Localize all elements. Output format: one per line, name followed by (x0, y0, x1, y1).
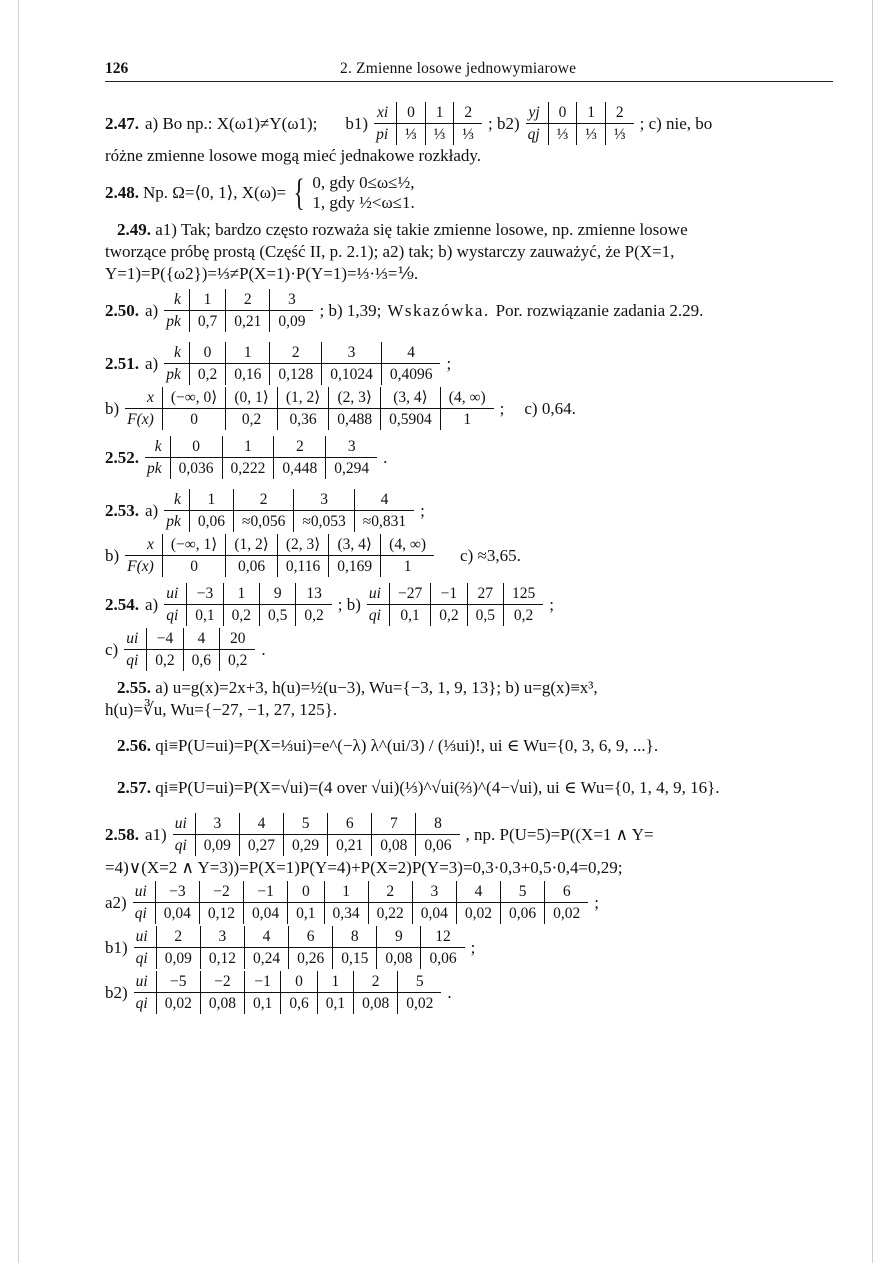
table-row-label: ui (133, 881, 156, 903)
answer-text: . (261, 639, 266, 659)
table-cell: 0,06 (501, 903, 545, 925)
running-header (105, 56, 833, 82)
table-cell: (−∞, 1⟩ (162, 534, 226, 556)
piecewise-cases (312, 173, 414, 213)
table-cell: 2 (156, 926, 200, 948)
distribution-table (164, 289, 313, 332)
running-title: 2. Zmienne losowe jednowymiarowe (340, 60, 577, 77)
table-cell: 1 (425, 102, 454, 124)
table-cell: 0 (281, 971, 317, 993)
table-cell: 0,09 (156, 948, 200, 970)
table-cell: 0,02 (156, 993, 200, 1015)
table-cell: 8 (416, 813, 460, 835)
brace-symbol: { (293, 172, 305, 214)
table-cell: ⅓ (397, 124, 426, 146)
table-cell: 0,26 (289, 948, 333, 970)
table-cell: 0,169 (329, 556, 381, 578)
table-cell: ≈0,056 (233, 511, 293, 533)
table-cell: 0,5 (260, 605, 296, 627)
table-cell: (2, 3⟩ (277, 534, 328, 556)
formula-text: qi≡P(U=ui)=P(X=⅓ui)=e^(−λ) λ^(ui/3) / (⅓ui)!, ui ∈ Wu={0, 3, 6, 9, ...}. (155, 736, 659, 755)
table-cell: 0,02 (398, 993, 442, 1015)
table-cell: 0,1 (187, 605, 223, 627)
part-label: a1) (145, 824, 167, 844)
table-cell: 0,29 (284, 835, 328, 857)
table-cell: 5 (398, 971, 442, 993)
table-cell: 2 (454, 102, 482, 124)
answer-text: h(u)=∛u, Wu={−27, −1, 27, 125}. (105, 700, 338, 719)
table-cell: (−∞, 0⟩ (162, 387, 226, 409)
table-cell: 0,08 (372, 835, 416, 857)
table-cell: 3 (294, 489, 354, 511)
answer-number: 2.52. (105, 447, 139, 467)
table-cell: 2 (226, 289, 270, 311)
table-cell: 4 (183, 628, 219, 650)
table-cell: 0,06 (416, 835, 460, 857)
table-row-label: yj (526, 102, 549, 124)
table-cell: 0,06 (189, 511, 233, 533)
table-cell: 12 (421, 926, 465, 948)
table-cell: 0,12 (199, 903, 243, 925)
part-label: b) (105, 398, 120, 418)
table-row-label: pk (166, 366, 181, 383)
table-cell: ≈0,053 (294, 511, 354, 533)
table-row-label: k (164, 289, 189, 311)
table-header-row (164, 289, 313, 311)
table-row-label: pk (166, 513, 181, 530)
table-cell: 0,06 (226, 556, 277, 578)
table-cell: 7 (372, 813, 416, 835)
answer-text: tworzące próbę prostą (Część II, p. 2.1); a2) tak; b) wystarczy zauważyć, że P(X=1, (105, 242, 675, 261)
table-header-row (134, 971, 442, 993)
distribution-table (133, 881, 589, 924)
table-header-row (145, 436, 377, 458)
distribution-table (145, 436, 377, 479)
answer-number: 2.53. (105, 500, 139, 520)
page-edge-left (18, 0, 19, 1263)
answer-number: 2.49. (117, 220, 151, 239)
answer-text: Y=1)=P({ω2})=⅓≠P(X=1)·P(Y=1)=⅓·⅓=⅑. (105, 264, 419, 283)
table-cell: 0,22 (368, 903, 412, 925)
table-row (125, 409, 493, 431)
table-cell: −1 (431, 583, 467, 605)
table-cell: 0 (162, 556, 226, 578)
table-header-row (125, 534, 434, 556)
table-cell: 0,116 (277, 556, 328, 578)
answer-2-51 (105, 342, 833, 430)
table-cell: 3 (326, 436, 377, 458)
table-cell: 0,036 (170, 458, 222, 480)
table-row-label: ui (173, 813, 196, 835)
table-cell: 0 (288, 881, 324, 903)
answer-2-50 (105, 289, 833, 332)
answer-text: a) Bo np.: X(ω1)≠Y(ω1); (145, 113, 318, 133)
answer-2-48 (105, 173, 833, 213)
table-cell: 1 (222, 436, 274, 458)
table-cell: 3 (195, 813, 239, 835)
table-cell: 3 (270, 289, 314, 311)
table-cell: 0,2 (431, 605, 467, 627)
table-cell: 0 (548, 102, 577, 124)
table-cell: 0,2 (296, 605, 332, 627)
table-cell: 0,1 (389, 605, 430, 627)
answer-text: ; (549, 594, 554, 614)
table-cell: ≈0,831 (354, 511, 414, 533)
distribution-table (164, 342, 440, 385)
table-cell: 0,16 (226, 364, 270, 386)
table-cell: 1 (324, 881, 368, 903)
answer-text: ; (446, 353, 452, 373)
table-header-row (367, 583, 543, 605)
distribution-table (164, 583, 332, 626)
table-row (526, 124, 634, 146)
table-cell: ⅓ (425, 124, 454, 146)
table-cell: 0,2 (503, 605, 543, 627)
table-cell: −3 (187, 583, 223, 605)
table-cell: 9 (377, 926, 421, 948)
answer-text: Np. Ω=⟨0, 1⟩, X(ω)= (143, 183, 287, 202)
table-row-label: k (164, 489, 189, 511)
table-row-label: ui (367, 583, 390, 605)
table-cell: 0,5 (467, 605, 503, 627)
table-header-row (173, 813, 460, 835)
table-header-row (164, 489, 414, 511)
table-row-label: qi (135, 995, 148, 1012)
table-cell: 4 (354, 489, 414, 511)
table-cell: −5 (156, 971, 200, 993)
table-cell: 125 (503, 583, 543, 605)
table-cell: 4 (456, 881, 500, 903)
table-cell: 0,09 (195, 835, 239, 857)
table-cell: −3 (155, 881, 199, 903)
table-header-row (125, 387, 493, 409)
table-cell: 2 (368, 881, 412, 903)
table-cell: (4, ∞) (381, 534, 434, 556)
table-row-label: ui (134, 971, 157, 993)
answer-text: Por. rozwiązanie zadania 2.29. (495, 300, 704, 320)
answer-2-53 (105, 489, 833, 577)
table-row (134, 993, 442, 1015)
table-cell: −2 (200, 971, 244, 993)
table-cell: 2 (274, 436, 326, 458)
answer-2-57 (105, 777, 833, 799)
part-label: a2) (105, 892, 127, 912)
table-header-row (133, 881, 589, 903)
table-cell: 0,04 (412, 903, 456, 925)
table-cell: 3 (412, 881, 456, 903)
table-cell: 0,6 (281, 993, 317, 1015)
answer-text: ; (499, 398, 505, 418)
table-cell: −4 (147, 628, 183, 650)
table-cell: (4, ∞) (440, 387, 493, 409)
answer-text: , np. P(U=5)=P((X=1 ∧ Y= (465, 824, 654, 844)
table-header-row (526, 102, 634, 124)
table-row-label: k (145, 436, 170, 458)
answer-2-52 (105, 436, 833, 479)
table-cell: 1 (189, 289, 225, 311)
table-cell: 2 (233, 489, 293, 511)
table-row-label: pk (166, 313, 181, 330)
answer-text: ; (594, 892, 600, 912)
table-cell: 0,128 (270, 364, 322, 386)
table-cell: 0,1 (244, 993, 280, 1015)
table-row-label: x (125, 534, 162, 556)
table-cell: 0,04 (155, 903, 199, 925)
page-number: 126 (105, 60, 129, 77)
table-cell: 1 (226, 342, 270, 364)
table-cell: 6 (328, 813, 372, 835)
table-cell: 0 (162, 409, 226, 431)
answer-number: 2.56. (117, 736, 151, 755)
table-row-label: ui (164, 583, 187, 605)
table-cell: ⅓ (454, 124, 482, 146)
table-cell: 5 (284, 813, 328, 835)
table-row (134, 948, 465, 970)
distribution-table (173, 813, 460, 856)
table-row (164, 311, 313, 333)
answer-text: a1) Tak; bardzo często rozważa się takie zmienne losowe, np. zmienne losowe (155, 220, 688, 239)
table-cell: 6 (289, 926, 333, 948)
table-cell: 2 (354, 971, 398, 993)
table-cell: (3, 4⟩ (381, 387, 441, 409)
distribution-table (134, 971, 442, 1014)
table-cell: 4 (239, 813, 283, 835)
table-row-label: x (125, 387, 162, 409)
answer-text: a) u=g(x)=2x+3, h(u)=½(u−3), Wu={−3, 1, 9, 13}; b) u=g(x)≡x³, (155, 678, 598, 697)
table-cell: 0,4096 (381, 364, 440, 386)
table-cell: 6 (545, 881, 589, 903)
table-cell: 0 (189, 342, 225, 364)
table-cell: 2 (270, 342, 322, 364)
table-cell: 0,7 (189, 311, 225, 333)
table-cell: (3, 4⟩ (329, 534, 381, 556)
answer-text: . (447, 982, 452, 1002)
answer-2-56 (105, 735, 833, 757)
table-row-label: qi (174, 837, 187, 854)
table-cell: 0,02 (545, 903, 589, 925)
table-cell: ⅓ (605, 124, 633, 146)
answer-text: ; b) 1,39; (319, 300, 382, 320)
distribution-table (526, 102, 634, 145)
table-row-label: qi (166, 607, 179, 624)
table-cell: (1, 2⟩ (226, 534, 277, 556)
table-cell: (1, 2⟩ (277, 387, 328, 409)
part-label: b2) (105, 982, 128, 1002)
table-row-label: ui (124, 628, 147, 650)
table-cell: 0,6 (183, 650, 219, 672)
answer-number: 2.57. (117, 778, 151, 797)
distribution-table (164, 489, 414, 532)
table-cell: 4 (381, 342, 440, 364)
table-row-label: qj (527, 126, 540, 143)
table-row (374, 124, 482, 146)
cdf-table (125, 534, 434, 577)
table-row (173, 835, 460, 857)
table-cell: 0,02 (456, 903, 500, 925)
table-cell: 0,5904 (381, 409, 441, 431)
case-line: 1, gdy ½<ω≤1. (312, 193, 415, 212)
answer-number: 2.48. (105, 183, 139, 202)
table-row-label: k (164, 342, 189, 364)
part-label: a) (145, 594, 159, 614)
table-cell: 3 (322, 342, 382, 364)
table-cell: 0,2 (220, 650, 256, 672)
table-cell: 0,06 (421, 948, 465, 970)
table-row-label: qi (134, 905, 147, 922)
table-cell: 0,15 (333, 948, 377, 970)
table-row-label: qi (368, 607, 381, 624)
table-header-row (164, 583, 332, 605)
part-label: a) (145, 500, 159, 520)
distribution-table (374, 102, 482, 145)
table-cell: 0,08 (354, 993, 398, 1015)
table-cell: 0,2 (189, 364, 225, 386)
table-row (164, 364, 440, 386)
answer-text: ; (420, 500, 425, 520)
answer-number: 2.51. (105, 353, 139, 373)
table-cell: 1 (440, 409, 493, 431)
table-cell: 0,1 (288, 903, 324, 925)
part-label: a) (145, 300, 159, 320)
cdf-table (125, 387, 493, 430)
table-cell: 0,448 (274, 458, 326, 480)
distribution-table (124, 628, 255, 671)
table-row-label: pk (147, 460, 162, 477)
table-cell: 0,09 (270, 311, 314, 333)
answer-number: 2.50. (105, 300, 139, 320)
answer-text: . (383, 447, 388, 467)
page-edge-right (872, 0, 873, 1263)
table-row (124, 650, 255, 672)
table-cell: 1 (577, 102, 606, 124)
table-cell: 0,21 (226, 311, 270, 333)
table-cell: 0,36 (277, 409, 328, 431)
table-cell: 0,488 (329, 409, 381, 431)
answer-2-54 (105, 583, 833, 671)
table-row-label: xi (374, 102, 397, 124)
table-cell: 5 (501, 881, 545, 903)
table-cell: 8 (333, 926, 377, 948)
answer-2-58 (105, 813, 833, 1014)
part-label: ; b2) (488, 113, 520, 133)
part-label: ; b) (337, 594, 361, 614)
answer-text: różne zmienne losowe mogą mieć jednakowe rozkłady. (105, 146, 482, 165)
part-label: b) (105, 545, 120, 565)
table-row (164, 605, 332, 627)
table-cell: 3 (200, 926, 244, 948)
answer-text: c) ≈3,65. (460, 545, 521, 565)
answer-text: ; (470, 937, 476, 957)
part-label: a) (145, 353, 159, 373)
table-cell: 0,2 (226, 409, 277, 431)
table-cell: 0 (397, 102, 426, 124)
table-cell: 0,12 (200, 948, 244, 970)
table-cell: ⅓ (548, 124, 577, 146)
table-cell: 1 (223, 583, 259, 605)
answer-number: 2.55. (117, 678, 151, 697)
table-row-label: F(x) (127, 558, 154, 575)
table-row (133, 903, 589, 925)
table-cell: 27 (467, 583, 503, 605)
hint-label: Wskazówka. (387, 300, 490, 320)
table-cell: 0 (170, 436, 222, 458)
table-cell: 0,27 (239, 835, 283, 857)
table-row (367, 605, 543, 627)
table-row-label: qi (126, 652, 139, 669)
table-cell: 0,08 (377, 948, 421, 970)
table-cell: 1 (381, 556, 434, 578)
table-row-label: F(x) (127, 411, 154, 428)
table-row-label: ui (134, 926, 157, 948)
table-cell: 0,08 (200, 993, 244, 1015)
answer-number: 2.58. (105, 824, 139, 844)
table-cell: (0, 1⟩ (226, 387, 277, 409)
distribution-table (134, 926, 465, 969)
table-row (125, 556, 434, 578)
table-cell: 0,2 (223, 605, 259, 627)
answer-2-49 (105, 219, 833, 285)
table-cell: 0,21 (328, 835, 372, 857)
table-cell: (2, 3⟩ (329, 387, 381, 409)
table-cell: 0,2 (147, 650, 183, 672)
table-cell: 1 (317, 971, 353, 993)
page-content (105, 56, 833, 1014)
table-cell: −1 (244, 971, 280, 993)
case-line: 0, gdy 0≤ω≤½, (312, 173, 415, 192)
table-header-row (164, 342, 440, 364)
answer-number: 2.47. (105, 113, 139, 133)
table-cell: 0,1024 (322, 364, 382, 386)
answer-number: 2.54. (105, 594, 139, 614)
table-row (164, 511, 414, 533)
table-header-row (134, 926, 465, 948)
table-cell: 9 (260, 583, 296, 605)
answer-text: =4)∨(X=2 ∧ Y=3))=P(X=1)P(Y=4)+P(X=2)P(Y=3)=0,3·0,3+0,5·0,4=0,29; (105, 858, 623, 877)
table-cell: 0,222 (222, 458, 274, 480)
answer-2-47 (105, 102, 833, 167)
answer-2-55 (105, 677, 833, 721)
table-cell: 4 (244, 926, 288, 948)
part-label: c) (105, 639, 119, 659)
table-cell: 20 (220, 628, 256, 650)
table-cell: −27 (389, 583, 430, 605)
table-header-row (374, 102, 482, 124)
table-cell: 13 (296, 583, 332, 605)
table-cell: ⅓ (577, 124, 606, 146)
table-cell: 0,1 (317, 993, 353, 1015)
part-label: b1) (105, 937, 128, 957)
table-cell: 1 (189, 489, 233, 511)
table-cell: 2 (605, 102, 633, 124)
table-cell: 0,24 (244, 948, 288, 970)
table-cell: 0,294 (326, 458, 377, 480)
distribution-table (367, 583, 543, 626)
table-cell: −2 (199, 881, 243, 903)
part-label: b1) (345, 113, 369, 133)
table-row-label: pi (376, 126, 389, 143)
table-header-row (124, 628, 255, 650)
answer-text: c) 0,64. (524, 398, 576, 418)
table-row-label: qi (135, 950, 148, 967)
table-cell: 0,04 (244, 903, 288, 925)
table-cell: 0,34 (324, 903, 368, 925)
table-row (145, 458, 377, 480)
formula-text: qi≡P(U=ui)=P(X=√ui)=(4 over √ui)(⅓)^√ui(⅔)^(4−√ui), ui ∈ Wu={0, 1, 4, 9, 16}. (155, 778, 720, 797)
table-cell: −1 (244, 881, 288, 903)
answer-text: ; c) nie, bo (639, 113, 713, 133)
